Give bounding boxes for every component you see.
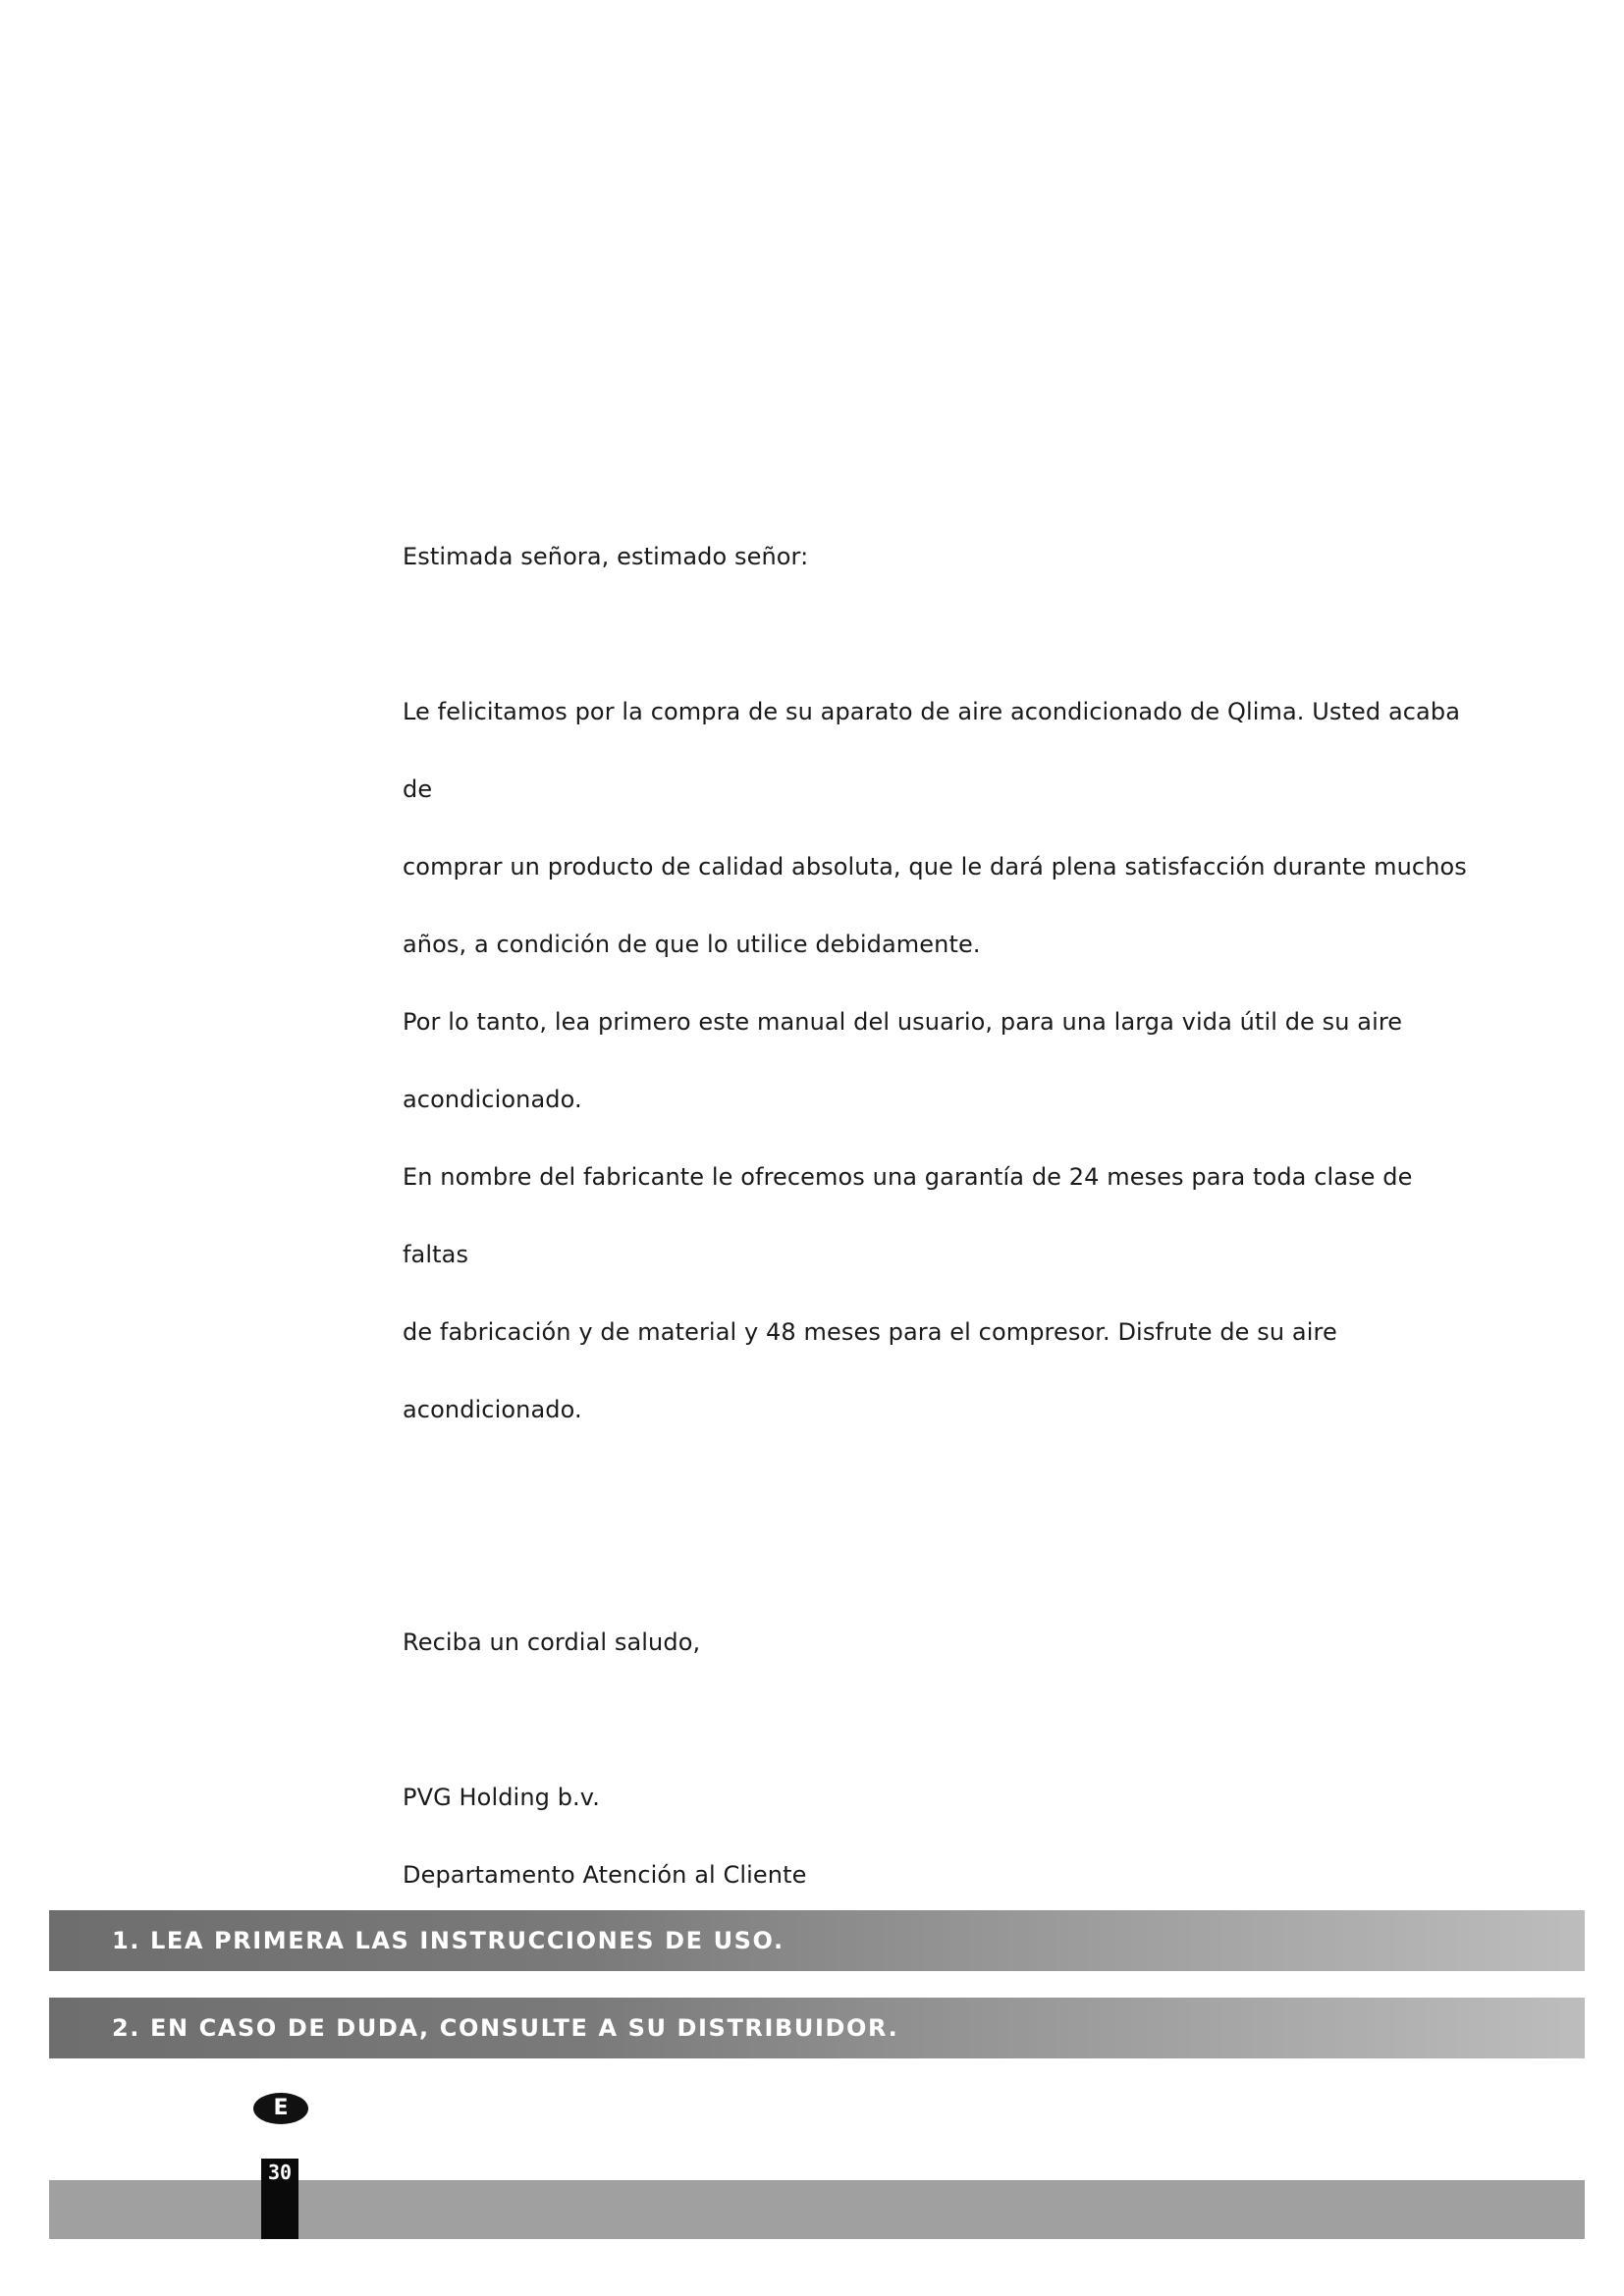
letter-company: PVG Holding b.v.: [403, 1784, 600, 1811]
letter-line: años, a condición de que lo utilice debidamente.: [403, 931, 981, 958]
language-badge: E: [253, 2093, 308, 2124]
spacer: [403, 1449, 1483, 1604]
letter-department: Departamento Atención al Cliente: [403, 1861, 807, 1889]
letter-line: de fabricación y de material y 48 meses para el compresor. Disfrute de su aire: [403, 1318, 1337, 1346]
instruction-banner-read-first: 1. LEA PRIMERA LAS INSTRUCCIONES DE USO.: [49, 1910, 1585, 1971]
instruction-banner-consult-dealer: 2. EN CASO DE DUDA, CONSULTE A SU DISTRIBUIDOR.: [49, 1998, 1585, 2058]
spacer: [403, 596, 1483, 673]
letter-line: Le felicitamos por la compra de su aparato de aire acondicionado de Qlima. Usted acaba de: [403, 698, 1461, 803]
letter-line: Por lo tanto, lea primero este manual del usuario, para una larga vida útil de su aire: [403, 1008, 1403, 1036]
page-number: 30: [267, 2161, 293, 2184]
letter-line: En nombre del fabricante le ofrecemos una garantía de 24 meses para toda clase de faltas: [403, 1163, 1413, 1268]
letter-closing: Reciba un cordial saludo,: [403, 1629, 701, 1656]
letter-greeting: Estimada señora, estimado señor:: [403, 543, 809, 570]
letter-body: [403, 518, 1483, 1914]
letter-line: acondicionado.: [403, 1396, 582, 1423]
spacer: [403, 1682, 1483, 1759]
letter-line: acondicionado.: [403, 1086, 582, 1113]
letter-line: comprar un producto de calidad absoluta, que le dará plena satisfacción durante muchos: [403, 853, 1467, 881]
